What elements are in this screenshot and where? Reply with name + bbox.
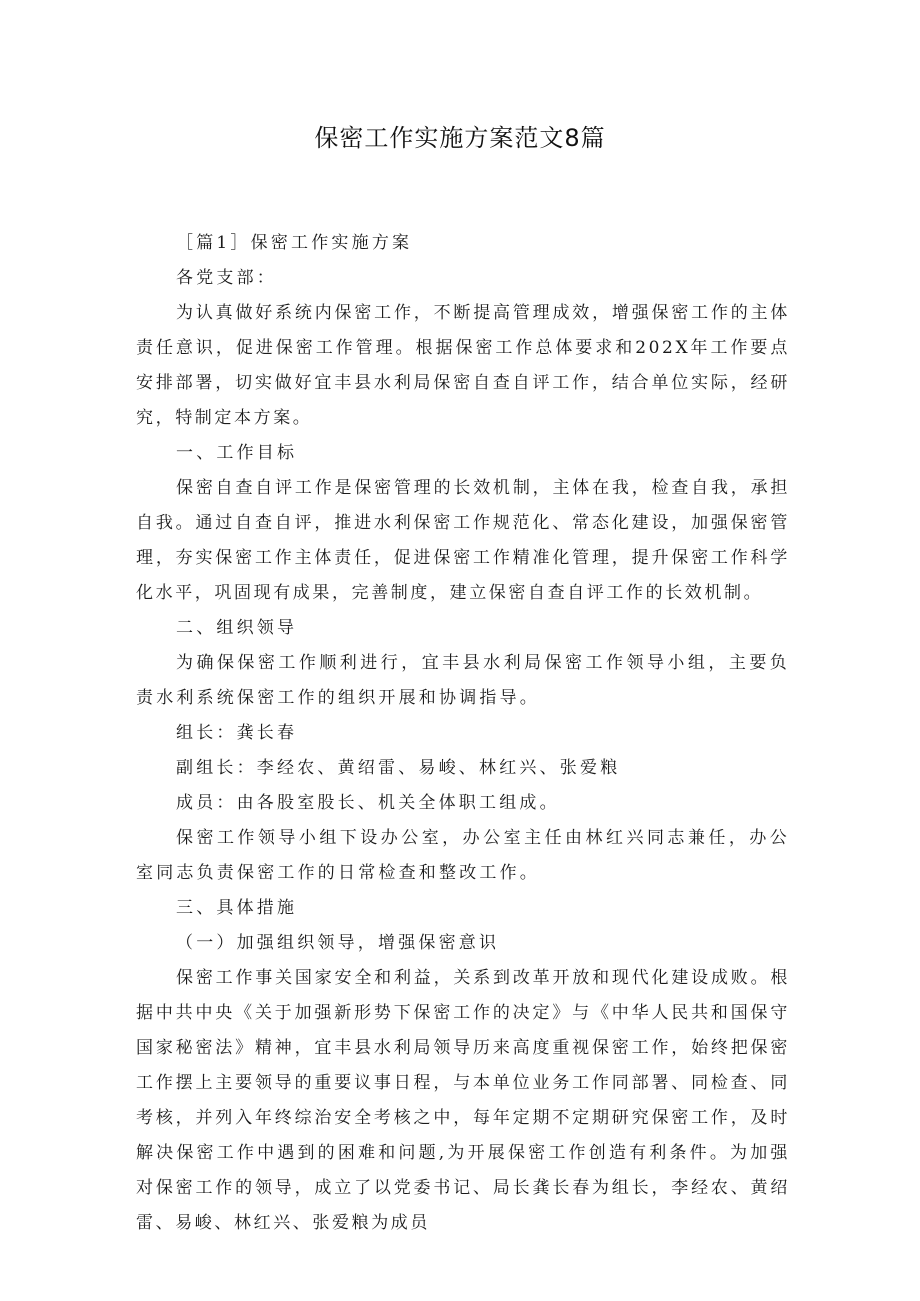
document-body xyxy=(136,226,790,1241)
heading-measures: 三、具体措施 xyxy=(176,898,298,918)
group-members: 成员：由各股室股长、机关全体职工组成。 xyxy=(176,793,560,813)
heading-work-goal: 一、工作目标 xyxy=(176,443,298,463)
work-goal-paragraph: 保密自查自评工作是保密管理的长效机制，主体在我，检查自我，承担自我。通过自查自评，推进水利保密工作规范化、常态化建设，加强保密管理，夯实保密工作主体责任，促进保密工作精准化管理，提升保密工作科学化水平，巩固现有成果，完善制度，建立保密自查自评工作的长效机制。 xyxy=(136,478,790,603)
office-paragraph: 保密工作领导小组下设办公室，办公室主任由林红兴同志兼任，办公室同志负责保密工作的日常检查和整改工作。 xyxy=(136,828,790,883)
measure-1-paragraph: 保密工作事关国家安全和利益，关系到改革开放和现代化建设成败。根据中共中央《关于加强新形势下保密工作的决定》与《中华人民共和国保守国家秘密法》精神，宜丰县水利局领导历来高度重视保密工作，始终把保密工作摆上主要领导的重要议事日程，与本单位业务工作同部署、同检查、同考核，并列入年终综治安全考核之中，每年定期不定期研究保密工作，及时解决保密工作中遇到的困难和问题,为开展保密工作创造有利条件。为加强对保密工作的领导，成立了以党委书记、局长龚长春为组长，李经农、黄绍雷、易峻、林红兴、张爱粮为成员 xyxy=(136,968,790,1233)
organization-paragraph: 为确保保密工作顺利进行，宜丰县水利局保密工作领导小组，主要负责水利系统保密工作的组织开展和协调指导。 xyxy=(136,653,790,708)
section-heading-piece-1: ［篇1］保密工作实施方案 xyxy=(176,233,413,253)
document-title: 保密工作实施方案范文8篇 xyxy=(314,124,606,152)
salutation: 各党支部： xyxy=(176,268,277,288)
group-leader: 组长：龚长春 xyxy=(176,723,298,743)
intro-paragraph: 为认真做好系统内保密工作，不断提高管理成效，增强保密工作的主体责任意识，促进保密工作管理。根据保密工作总体要求和202X年工作要点安排部署，切实做好宜丰县水利局保密自查自评工作，结合单位实际，经研究，特制定本方案。 xyxy=(136,303,790,428)
heading-organization: 二、组织领导 xyxy=(176,618,298,638)
subheading-measure-1: （一）加强组织领导，增强保密意识 xyxy=(176,933,500,953)
deputy-group-leaders: 副组长：李经农、黄绍雷、易峻、林红兴、张爱粮 xyxy=(176,758,621,778)
